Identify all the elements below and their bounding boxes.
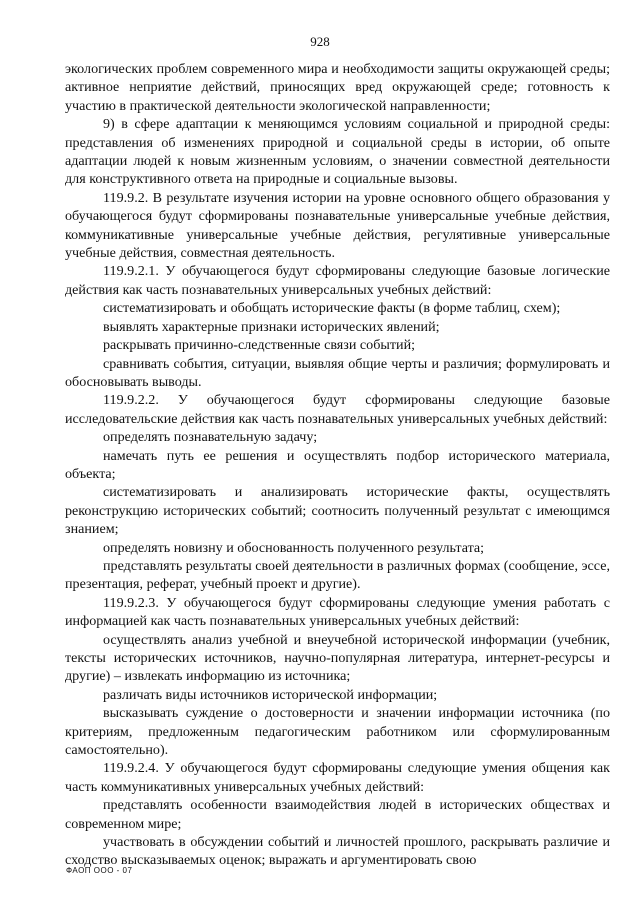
paragraph: систематизировать и анализировать исторические факты, осуществлять реконструкцию исторических событий; соотносить полученный результат с имеющимся знанием; [65, 484, 610, 538]
paragraph: 119.9.2. В результате изучения истории на уровне основного общего образования у обучающегося будут сформированы познавательные универсальные учебные действия, коммуникативные универсальные учебные действия, регулятивные универсальные учебные действия, совместная деятельность. [65, 189, 610, 262]
paragraph: участвовать в обсуждении событий и личностей прошлого, раскрывать различие и сходство высказываемых оценок; выражать и аргументировать свою [65, 834, 610, 869]
paragraph: представлять особенности взаимодействия людей в исторических обществах и современном мире; [65, 797, 610, 832]
paragraph: выявлять характерные признаки исторических явлений; [103, 318, 440, 335]
paragraph: осуществлять анализ учебной и внеучебной исторической информации (учебник, тексты исторических источников, научно-популярная литература, интернет-ресурсы и другие) – извлекать информацию из источника; [65, 631, 610, 685]
paragraph: представлять результаты своей деятельности в различных формах (сообщение, эссе, презентация, реферат, учебный проект и другие). [65, 557, 610, 593]
paragraph: 119.9.2.4. У обучающегося будут сформированы следующие умения общения как часть коммуникативных универсальных учебных действий: [65, 760, 610, 795]
paragraph: определять новизну и обоснованность полученного результата; [103, 539, 485, 556]
paragraph: сравнивать события, ситуации, выявляя общие черты и различия; формулировать и обосновывать выводы. [65, 355, 610, 390]
paragraph: 119.9.2.1. У обучающегося будут сформированы следующие базовые логические действия как часть познавательных универсальных учебных действий: [65, 263, 610, 298]
footer-code: ФАОП ООО - 07 [66, 866, 133, 875]
page-number: 928 [310, 34, 330, 49]
paragraph: намечать путь ее решения и осуществлять подбор исторического материала, объекта; [65, 447, 610, 482]
paragraph: высказывать суждение о достоверности и значении информации источника (по критериям, предложенным педагогическим работником или сформулированным самостоятельно). [65, 705, 610, 759]
document-body [65, 60, 610, 870]
paragraph: 119.9.2.2. У обучающегося будут сформированы следующие базовые исследовательские действия как часть познавательных универсальных учебных действий: [65, 392, 610, 427]
paragraph: экологических проблем современного мира и необходимости защиты окружающей среды; активное неприятие действий, приносящих вред окружающей среде; готовность к участию в практической деятельности экологической направленности; [65, 61, 610, 114]
paragraph: различать виды источников исторической информации; [103, 686, 438, 703]
paragraph: систематизировать и обобщать исторические факты (в форме таблиц, схем); [103, 300, 561, 317]
paragraph: 9) в сфере адаптации к меняющимся условиям социальной и природной среды: представления об изменениях природной и социальной среды в истории, об опыте адаптации людей к новым жизненным условиям, о значении совместной деятельности для конструктивного ответа на природные и социальные вызовы. [65, 116, 610, 188]
paragraph: 119.9.2.3. У обучающегося будут сформированы следующие умения работать с информацией как часть познавательных универсальных учебных действий: [65, 594, 610, 630]
paragraph: раскрывать причинно-следственные связи событий; [103, 337, 416, 354]
paragraph: определять познавательную задачу; [103, 429, 318, 446]
